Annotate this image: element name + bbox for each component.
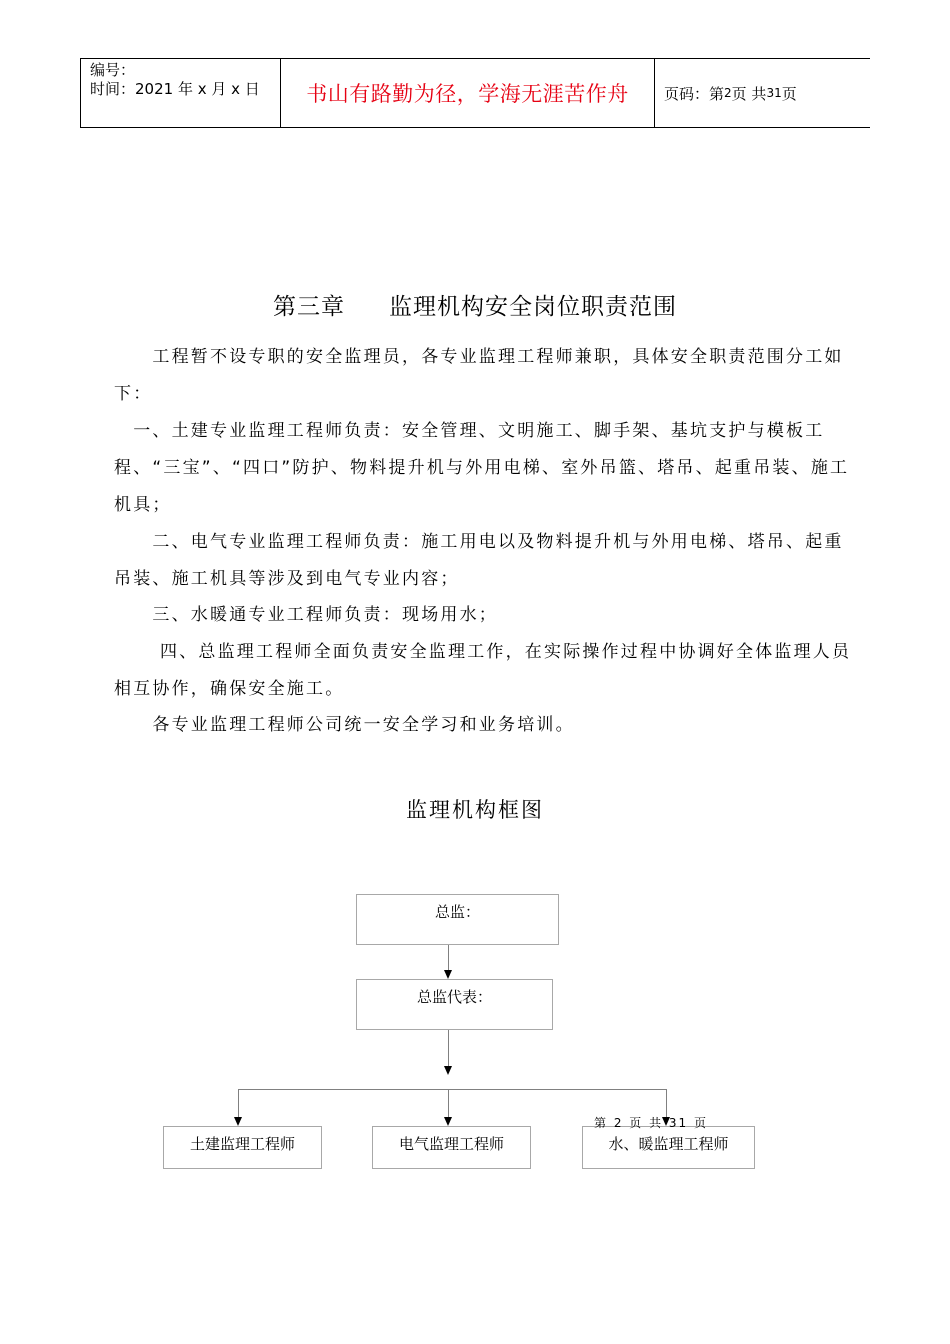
header-motto-cell: [281, 59, 655, 127]
paragraph-intro: 工程暂不设专职的安全监理员，各专业监理工程师兼职，具体安全职责范围分工如下：: [114, 347, 844, 404]
org-box-electrical-label: 电气监理工程师: [398, 1135, 504, 1153]
paragraph-civil: 一、土建专业监理工程师负责：安全管理、文明施工、脚手架、基坑支护与模板工程、“三宝”、“四口”防护、物料提升机与外用电梯、室外吊篮、塔吊、起重吊装、施工机具；: [114, 421, 850, 515]
page-footer-note: 第 2 页 共 31 页: [594, 1116, 708, 1130]
chapter-number: 第三章: [273, 294, 345, 320]
org-box-plumbing: [582, 1126, 755, 1169]
connector-chief-deputy: [448, 945, 449, 970]
paragraph-training: 各专业监理工程师公司统一安全学习和业务培训。: [114, 715, 575, 735]
page-current: 2: [724, 86, 732, 100]
arrow-down-icon: [662, 1117, 670, 1126]
connector-branch-civil: [238, 1089, 239, 1117]
header-motto: 书山有路勤为径，学海无涯苦作舟: [306, 82, 629, 106]
document-number-label: 编号：: [90, 61, 136, 79]
page-prefix: 页码：第: [664, 84, 725, 103]
arrow-down-icon: [444, 1066, 452, 1075]
connector-branch-plumbing: [666, 1089, 667, 1117]
header-page-cell: [655, 59, 870, 127]
document-time-label: 时间：2021 年 x 月 x 日: [90, 80, 260, 98]
org-box-electrical: [372, 1126, 531, 1169]
chapter-title: 监理机构安全岗位职责范围: [389, 294, 677, 320]
org-box-deputy-label: 总监代表：: [416, 988, 492, 1006]
arrow-down-icon: [444, 1117, 452, 1126]
org-box-deputy: [356, 979, 553, 1030]
connector-deputy-branch: [448, 1030, 449, 1066]
page-suffix: 页: [781, 84, 797, 103]
org-box-civil-label: 土建监理工程师: [189, 1135, 295, 1153]
connector-branch-electrical: [448, 1089, 449, 1117]
page-total: 31: [766, 86, 782, 100]
paragraph-plumbing: 三、水暖通专业工程师负责：现场用水；: [114, 605, 498, 625]
org-chart-title: 监理机构框图: [406, 798, 544, 822]
chapter-heading: [0, 288, 950, 321]
page-mid: 页 共: [731, 84, 767, 103]
document-header: [80, 58, 870, 128]
arrow-down-icon: [444, 970, 452, 979]
org-box-chief-label: 总监：: [434, 903, 480, 921]
org-box-civil: [163, 1126, 322, 1169]
paragraph-electrical: 二、电气专业监理工程师负责：施工用电以及物料提升机与外用电梯、塔吊、起重吊装、施工机具等涉及到电气专业内容；: [114, 532, 844, 589]
org-box-plumbing-label: 水、暖监理工程师: [608, 1135, 729, 1153]
connector-horizontal-branch: [238, 1089, 667, 1090]
org-box-chief: [356, 894, 559, 945]
header-meta-cell: [80, 59, 281, 127]
paragraph-chief: 四、总监理工程师全面负责安全监理工作，在实际操作过程中协调好全体监理人员相互协作，确保安全施工。: [114, 642, 852, 699]
arrow-down-icon: [234, 1117, 242, 1126]
